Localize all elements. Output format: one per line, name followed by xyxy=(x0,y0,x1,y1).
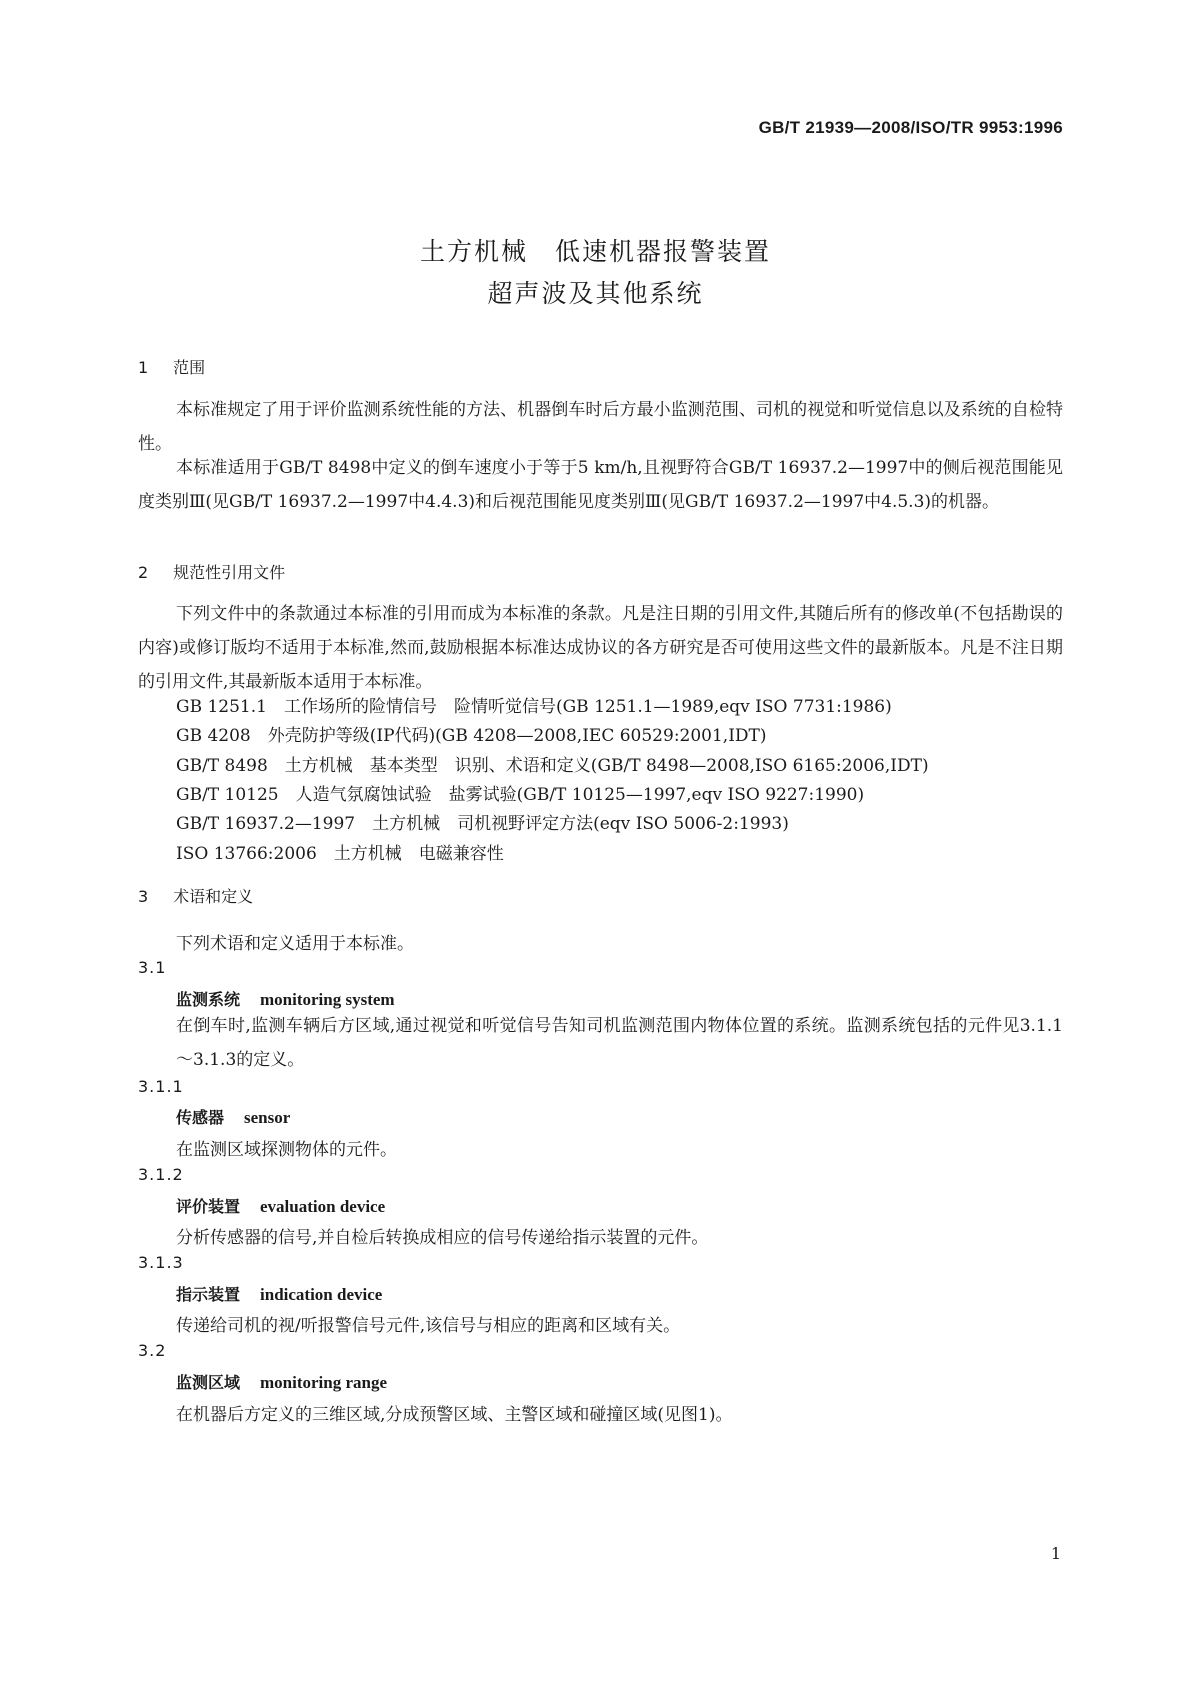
term-english: sensor xyxy=(244,1108,291,1127)
reference-item: GB 4208 外壳防护等级(IP代码)(GB 4208—2008,IEC 60529:2001,IDT) xyxy=(176,726,767,746)
title-line-2: 超声波及其他系统 xyxy=(487,279,704,308)
term-3-2 xyxy=(176,1370,387,1393)
section-title: 规范性引用文件 xyxy=(173,563,286,582)
section-1-paragraph-1: 本标准规定了用于评价监测系统性能的方法、机器倒车时后方最小监测范围、司机的视觉和听觉信息以及系统的自检特性。 xyxy=(138,400,1063,454)
reference-item: GB/T 16937.2—1997 土方机械 司机视野评定方法(eqv ISO 5006-2:1993) xyxy=(176,814,789,834)
definition-3-2: 在机器后方定义的三维区域,分成预警区域、主警区域和碰撞区域(见图1)。 xyxy=(176,1405,733,1425)
term-chinese: 指示装置 xyxy=(176,1285,241,1304)
term-chinese: 评价装置 xyxy=(176,1197,241,1216)
section-1-paragraph-2: 本标准适用于GB/T 8498中定义的倒车速度小于等于5 km/h,且视野符合GB/T 16937.2—1997中的侧后视范围能见度类别Ⅲ(见GB/T 16937.2—1997中4.4.3)和后视范围能见度类别Ⅲ(见GB/T 16937.2—1997中4.5.3)的机器。 xyxy=(138,458,1063,512)
clause-number-3-1-1: 3.1.1 xyxy=(138,1077,184,1096)
definition-3-1-1: 在监测区域探测物体的元件。 xyxy=(176,1140,397,1160)
section-1-heading xyxy=(138,355,205,378)
section-number: 1 xyxy=(138,358,149,377)
term-chinese: 监测区域 xyxy=(176,1373,241,1392)
section-title: 术语和定义 xyxy=(173,887,254,906)
definition-3-1-3: 传递给司机的视/听报警信号元件,该信号与相应的距离和区域有关。 xyxy=(176,1316,681,1336)
clause-number-3-1-2: 3.1.2 xyxy=(138,1165,184,1184)
term-english: evaluation device xyxy=(260,1197,386,1216)
definition-3-1-2: 分析传感器的信号,并自检后转换成相应的信号传递给指示装置的元件。 xyxy=(176,1228,709,1248)
clause-number-3-1: 3.1 xyxy=(138,958,167,977)
clause-number-3-1-3: 3.1.3 xyxy=(138,1253,184,1272)
section-title: 范围 xyxy=(173,358,206,377)
term-3-1-1 xyxy=(176,1105,290,1128)
section-3-heading xyxy=(138,884,253,907)
reference-item: GB/T 10125 人造气氛腐蚀试验 盐雾试验(GB/T 10125—1997,eqv ISO 9227:1990) xyxy=(176,785,865,805)
section-3-intro: 下列术语和定义适用于本标准。 xyxy=(176,934,414,954)
title-line-1: 土方机械 低速机器报警装置 xyxy=(419,237,771,266)
reference-item: ISO 13766:2006 土方机械 电磁兼容性 xyxy=(176,844,504,864)
term-chinese: 传感器 xyxy=(176,1108,225,1127)
term-3-1-3 xyxy=(176,1282,382,1305)
reference-item: GB/T 8498 土方机械 基本类型 识别、术语和定义(GB/T 8498—2008,ISO 6165:2006,IDT) xyxy=(176,756,929,776)
term-3-1-2 xyxy=(176,1194,385,1217)
document-code: GB/T 21939—2008/ISO/TR 9953:1996 xyxy=(758,118,1063,137)
term-english: monitoring range xyxy=(260,1373,388,1392)
term-3-1 xyxy=(176,987,395,1010)
term-chinese: 监测系统 xyxy=(176,990,241,1009)
section-number: 2 xyxy=(138,563,149,582)
term-english: indication device xyxy=(260,1285,383,1304)
definition-3-1: 在倒车时,监测车辆后方区域,通过视觉和听觉信号告知司机监测范围内物体位置的系统。监测系统包括的元件见3.1.1～3.1.3的定义。 xyxy=(176,1016,1063,1070)
term-english: monitoring system xyxy=(260,990,395,1009)
page-number: 1 xyxy=(1050,1544,1061,1563)
section-2-heading xyxy=(138,560,285,583)
clause-number-3-2: 3.2 xyxy=(138,1341,167,1360)
reference-item: GB 1251.1 工作场所的险情信号 险情听觉信号(GB 1251.1—1989,eqv ISO 7731:1986) xyxy=(176,697,892,717)
section-number: 3 xyxy=(138,887,149,906)
section-2-paragraph-1: 下列文件中的条款通过本标准的引用而成为本标准的条款。凡是注日期的引用文件,其随后所有的修改单(不包括勘误的内容)或修订版均不适用于本标准,然而,鼓励根据本标准达成协议的各方研究是否可使用这些文件的最新版本。凡是不注日期的引用文件,其最新版本适用于本标准。 xyxy=(138,604,1063,692)
